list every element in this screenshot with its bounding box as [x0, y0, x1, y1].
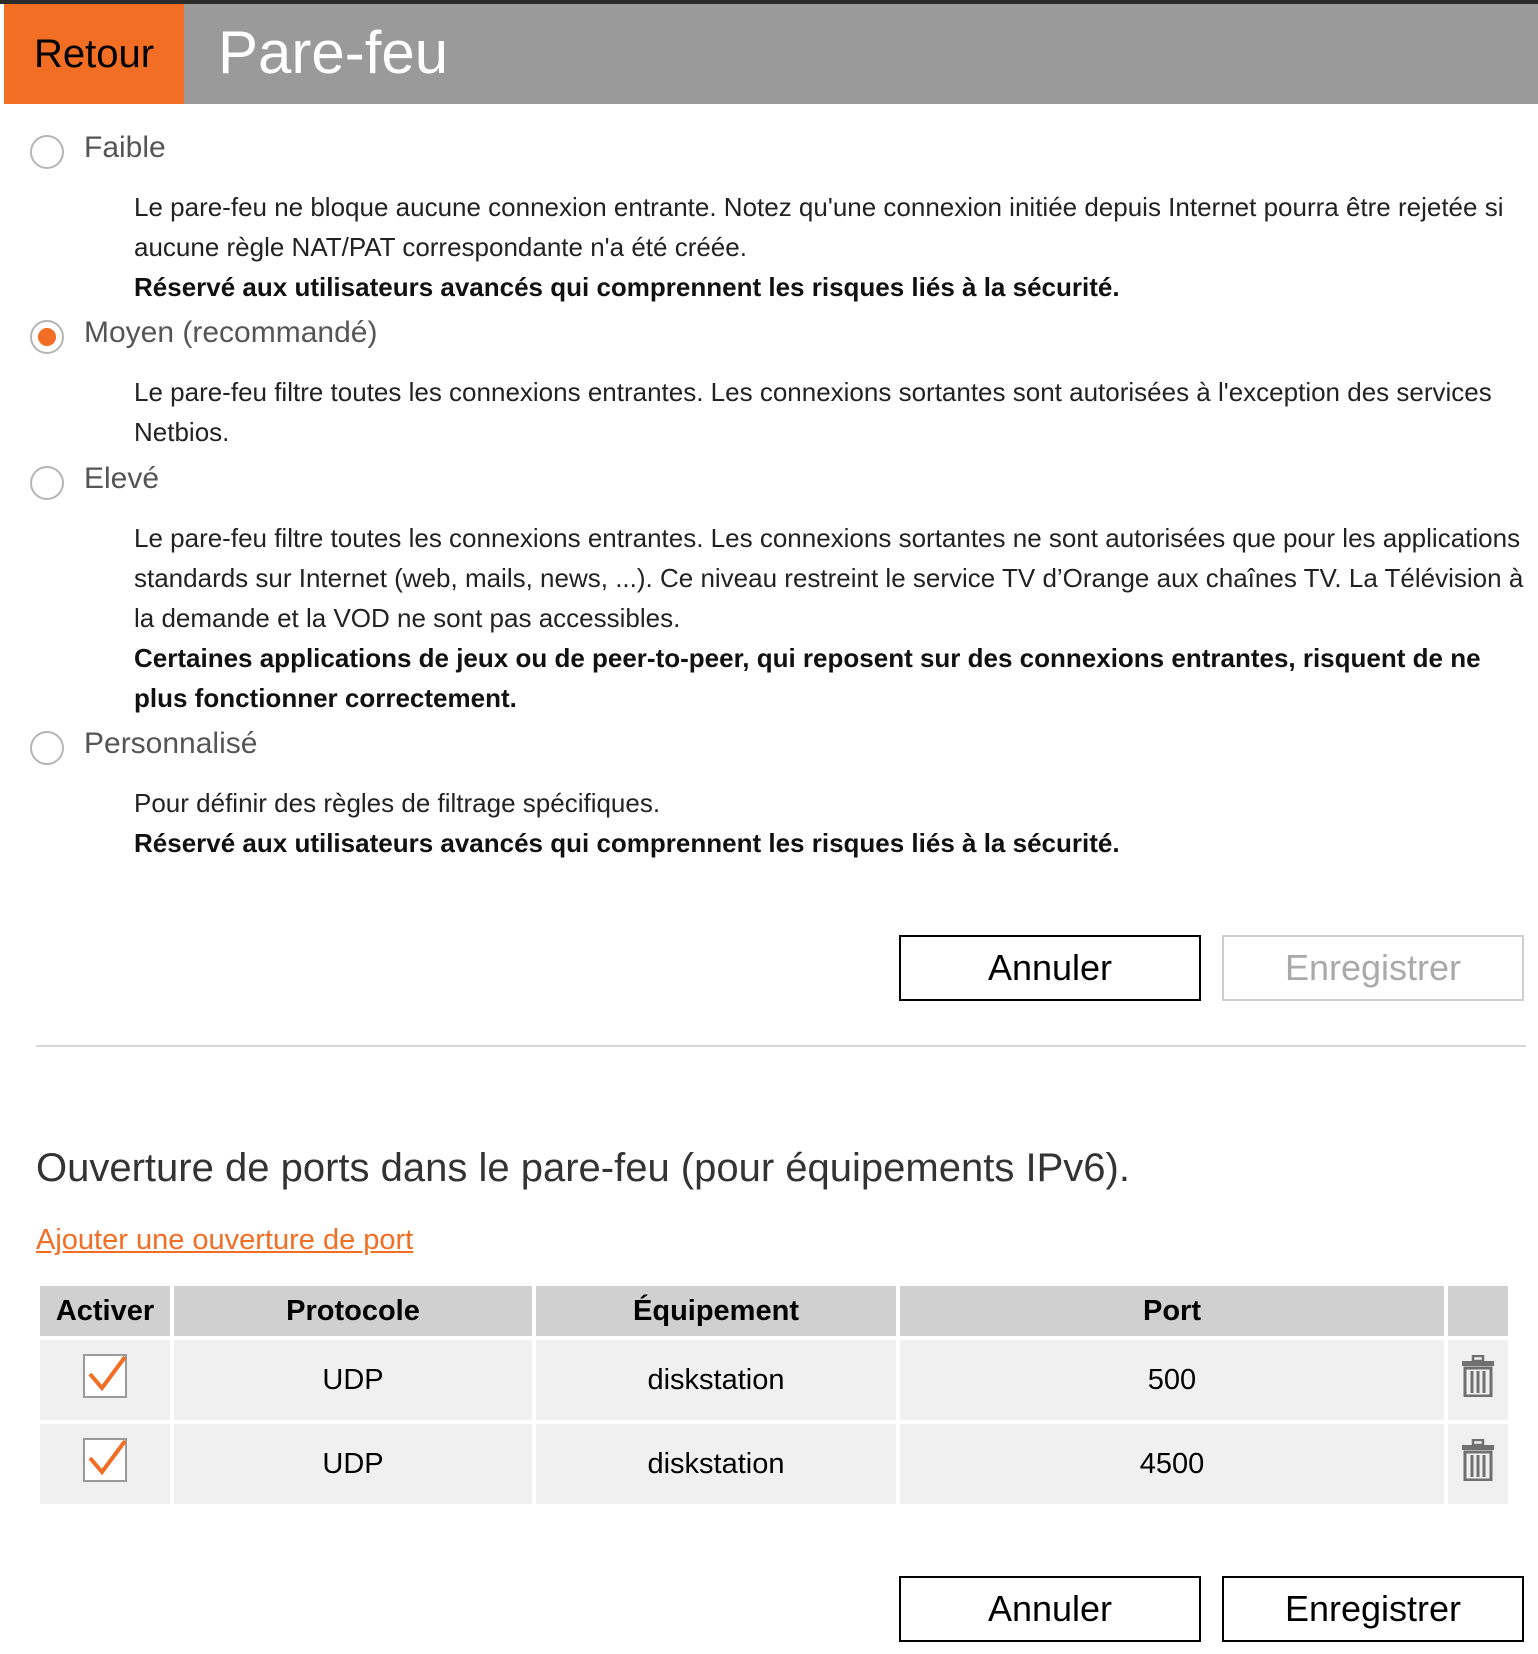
- ports-save-button[interactable]: Enregistrer: [1222, 1576, 1524, 1642]
- page-header: [4, 4, 1538, 104]
- level-text-personnalise: Pour définir des règles de filtrage spécifiques.: [134, 788, 661, 818]
- level-warning-faible: Réservé aux utilisateurs avancés qui comprennent les risques liés à la sécurité.: [134, 272, 1120, 302]
- back-button[interactable]: Retour: [4, 4, 184, 104]
- device-cell: diskstation: [536, 1424, 896, 1504]
- table-row: [40, 1424, 1508, 1504]
- level-warning-personnalise: Réservé aux utilisateurs avancés qui comprennent les risques liés à la sécurité.: [134, 828, 1120, 858]
- delete-button[interactable]: [1461, 1439, 1495, 1489]
- level-label-eleve: Elevé: [84, 462, 160, 495]
- check-icon: [85, 1352, 129, 1396]
- table-row: [40, 1340, 1508, 1420]
- level-label-faible: Faible: [84, 131, 166, 164]
- column-header-actions: [1448, 1286, 1508, 1336]
- check-icon: [85, 1436, 129, 1480]
- page-title: Pare-feu: [218, 19, 449, 86]
- level-text-eleve: Le pare-feu filtre toutes les connexions entrantes. Les connexions sortantes ne sont autorisées que pour les applications standards sur Internet (web, mails, news, ...). Ce niveau restreint le service TV d’Orange aux chaînes TV. La Télévision à la demande et la VOD ne sont pas accessibles.: [134, 523, 1524, 633]
- trash-icon: [1461, 1355, 1495, 1397]
- ports-table: [36, 1282, 1512, 1508]
- radio-eleve[interactable]: [30, 466, 64, 500]
- enable-checkbox[interactable]: [83, 1438, 127, 1482]
- enable-cell: [40, 1424, 170, 1504]
- delete-cell: [1448, 1340, 1508, 1420]
- ports-section-title: Ouverture de ports dans le pare-feu (pour équipements IPv6).: [36, 1146, 1130, 1190]
- radio-faible[interactable]: [30, 135, 64, 169]
- device-cell: diskstation: [536, 1340, 896, 1420]
- section-divider: [36, 1045, 1526, 1047]
- table-header-row: [40, 1286, 1508, 1336]
- level-description-moyen: [134, 372, 1524, 452]
- delete-button[interactable]: [1461, 1355, 1495, 1405]
- save-button[interactable]: Enregistrer: [1222, 935, 1524, 1001]
- level-label-moyen: Moyen (recommandé): [84, 316, 378, 349]
- enable-checkbox[interactable]: [83, 1354, 127, 1398]
- cancel-button[interactable]: Annuler: [899, 935, 1201, 1001]
- trash-icon: [1461, 1439, 1495, 1481]
- radio-moyen[interactable]: [30, 320, 64, 354]
- level-description-personnalise: [134, 783, 1524, 863]
- radio-personnalise[interactable]: [30, 731, 64, 765]
- delete-cell: [1448, 1424, 1508, 1504]
- level-text-faible: Le pare-feu ne bloque aucune connexion entrante. Notez qu'une connexion initiée depuis Internet pourra être rejetée si aucune règle NAT/PAT correspondante n'a été créée.: [134, 192, 1504, 262]
- column-header-port: Port: [900, 1286, 1444, 1336]
- level-description-eleve: [134, 518, 1524, 718]
- level-warning-eleve: Certaines applications de jeux ou de peer-to-peer, qui reposent sur des connexions entrantes, risquent de ne plus fonctionner correctement.: [134, 643, 1481, 713]
- level-label-personnalise: Personnalisé: [84, 727, 258, 760]
- port-cell: 500: [900, 1340, 1444, 1420]
- column-header-protocole: Protocole: [174, 1286, 532, 1336]
- column-header-equipement: Équipement: [536, 1286, 896, 1336]
- ports-cancel-button[interactable]: Annuler: [899, 1576, 1201, 1642]
- level-description-faible: [134, 187, 1524, 307]
- protocol-cell: UDP: [174, 1340, 532, 1420]
- level-text-moyen: Le pare-feu filtre toutes les connexions entrantes. Les connexions sortantes sont autorisées à l'exception des services Netbios.: [134, 377, 1492, 447]
- enable-cell: [40, 1340, 170, 1420]
- column-header-activer: Activer: [40, 1286, 170, 1336]
- protocol-cell: UDP: [174, 1424, 532, 1504]
- port-cell: 4500: [900, 1424, 1444, 1504]
- add-port-link[interactable]: Ajouter une ouverture de port: [36, 1224, 414, 1256]
